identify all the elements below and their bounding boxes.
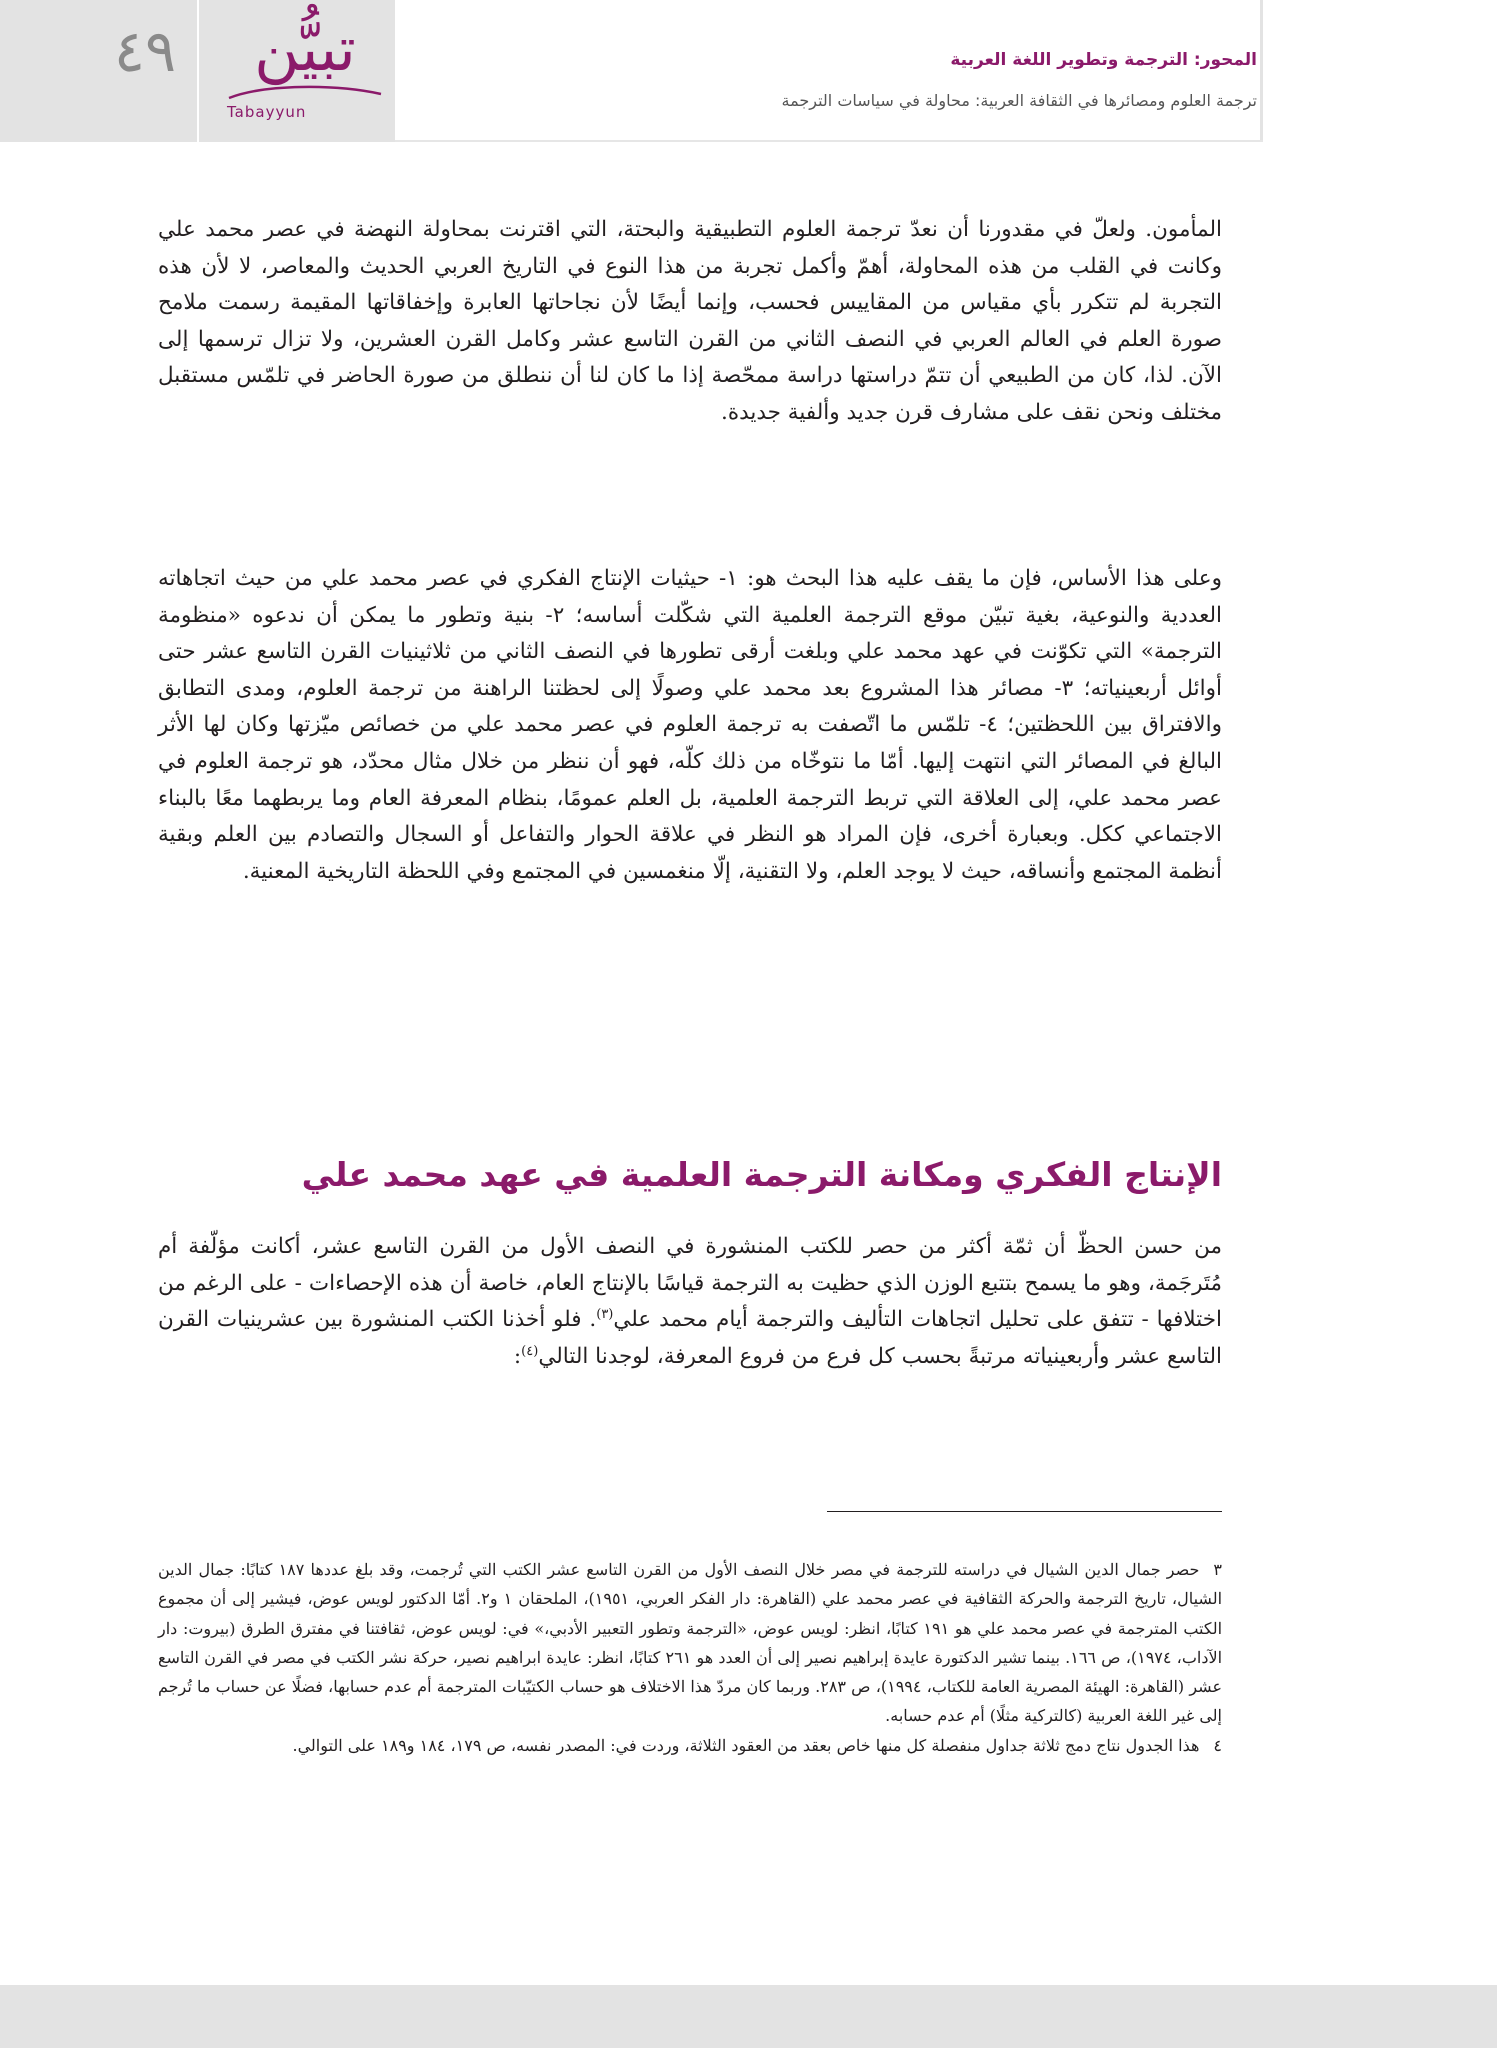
journal-logo <box>215 12 395 133</box>
header-divider <box>197 0 199 142</box>
footnote-separator <box>827 1511 1222 1512</box>
body-paragraph-2: وعلى هذا الأساس، فإن ما يقف عليه هذا البحث هو: ١- حيثيات الإنتاج الفكري في عصر محمد علي من حيث اتجاهاته العددية والنوعية، بغية تبيّن موقع الترجمة العلمية التي شكّلت أساسه؛ ٢- بنية وتطور ما يمكن أن ندعوه «منظومة الترجمة» التي تكوّنت في عهد محمد علي وبلغت أرقى تطورها في النصف الثاني من ثلاثينيات القرن التاسع عشر حتى أوائل أربعينياته؛ ٣- مصائر هذا المشروع بعد محمد علي وصولًا إلى لحظتنا الراهنة من ترجمة العلوم، ومدى التطابق والافتراق بين اللحظتين؛ ٤- تلمّس ما اتّصفت به ترجمة العلوم في عصر محمد علي من خصائص ميّزتها وكان لها الأثر البالغ في المصائر التي انتهت إليها. أمّا ما نتوخّاه من ذلك كلّه، فهو أن ننظر من خلال مثال محدّد، هو ترجمة العلوم في عصر محمد علي، إلى العلاقة التي تربط الترجمة العلمية، بل العلم عمومًا، بنظام المعرفة العام وما يربطهما معًا بالبناء الاجتماعي ككل. وبعبارة أخرى، فإن المراد هو النظر في علاقة الحوار والتفاعل أو السجال والتصادم بين العلم وبقية أنظمة المجتمع وأنساقه، حيث لا يوجد العلم، ولا التقنية، إلّا منغمسين في المجتمع وفي اللحظة التاريخية المعنية. <box>158 566 1223 884</box>
footer-band <box>0 1985 1497 2048</box>
body-paragraph-1: المأمون. ولعلّ في مقدورنا أن نعدّ ترجمة العلوم التطبيقية والبحتة، التي اقترنت بمحاولة النهضة في عصر محمد علي وكانت في القلب من هذه المحاولة، أهمّ وأكمل تجربة من هذا النوع في التاريخ العربي الحديث والمعاصر، لا لأن هذه التجربة لم تتكرر بأي مقياس من المقاييس فحسب، وإنما أيضًا لأن نجاحاتها العابرة وإخفاقاتها المقيمة رسمت ملامح صورة العلم في العالم العربي في النصف الثاني من القرن التاسع عشر وكامل القرن العشرين، ولا تزال ترسمها إلى الآن. لذا، كان من الطبيعي أن تتمّ دراستها دراسة ممحّصة إذا ما كان لنا أن ننطلق من صورة الحاضر في تلمّس مستقبل مختلف ونحن نقف على مشارف قرن جديد وألفية جديدة. <box>158 217 1222 425</box>
logo-swash-icon <box>225 80 385 104</box>
footnote-text: هذا الجدول نتاج دمج ثلاثة جداول منفصلة كل منها خاص بعقد من العقود الثلاثة، وردت في: المصدر نفسه، ص ١٧٩، ١٨٤ و١٨٩ على التوالي. <box>292 1735 1200 1755</box>
header-edge-rule <box>1260 0 1263 142</box>
footnote-4 <box>158 1731 1222 1760</box>
footnote-ref-3[interactable]: (٣) <box>596 1307 614 1323</box>
footnote-number: ٤ <box>1213 1735 1222 1755</box>
section-heading: الإنتاج الفكري ومكانة الترجمة العلمية في عهد محمد علي <box>301 1155 1222 1194</box>
body-paragraph-3 <box>158 1229 1222 1375</box>
running-head-title: ترجمة العلوم ومصائرها في الثقافة العربية: محاولة في سياسات الترجمة <box>781 91 1257 110</box>
paragraph-3-end: : <box>513 1343 522 1369</box>
paragraph-3-continuation: . فلو أخذنا الكتب المنشورة بين عشرينيات القرن التاسع عشر وأربعينياته مرتبةً بحسب كل فرع من فروع المعرفة، لوجدنا التالي <box>158 1307 1222 1369</box>
paragraph-3-text: من حسن الحظّ أن ثمّة أكثر من حصر للكتب المنشورة في النصف الأول من القرن التاسع عشر، أكانت مؤلّفة أم مُتَرجَمة، وهو ما يسمح بتتبع الوزن الذي حظيت به الترجمة قياسًا بالإنتاج العام، خاصة أن هذه الإحصاءات - على الرغم من اختلافها - تتفق على تحليل اتجاهات التأليف والترجمة أيام محمد علي <box>158 1234 1222 1333</box>
footnote-ref-4[interactable]: (٤) <box>521 1343 539 1359</box>
logo-arabic-wordmark: تبيُّن <box>254 12 356 85</box>
footnotes <box>158 1555 1222 1760</box>
footnote-number: ٣ <box>1213 1560 1222 1579</box>
footnote-3 <box>158 1555 1222 1731</box>
running-head-axis: المحور: الترجمة وتطوير اللغة العربية <box>950 50 1257 70</box>
footnote-text: حصر جمال الدين الشيال في دراسته للترجمة في مصر خلال النصف الأول من القرن التاسع عشر الكتب التي تُرجمت، وقد بلغ عددها ١٨٧ كتابًا: جمال الدين الشيال، تاريخ الترجمة والحركة الثقافية في عصر محمد علي (القاهرة: دار الفكر العربي، ١٩٥١)، الملحقان ١ و٢. أمّا الدكتور لويس عوض، فيشير إلى أن مجموع الكتب المترجمة في عصر محمد علي هو ١٩١ كتابًا، انظر: لويس عوض، «الترجمة وتطور التعبير الأدبي،» في: لويس عوض، ثقافتنا في مفترق الطرق (بيروت: دار الآداب، ١٩٧٤)، ص ١٦٦. بينما تشير الدكتورة عايدة إبراهيم نصير إلى أن العدد هو ٢٦١ كتابًا، انظر: عايدة ابراهيم نصير، حركة نشر الكتب في مصر في القرن التاسع عشر (القاهرة: الهيئة المصرية العامة للكتاب، ١٩٩٤)، ص ٢٨٣. وربما كان مردّ هذا الاختلاف هو حساب الكتيّبات المترجمة أم عدم حسابها، فضلًا عن حساب ما تُرجم إلى غير اللغة العربية (كالتركية مثلًا) أم عدم حسابه. <box>158 1560 1223 1726</box>
logo-latin-wordmark: Tabayyun <box>227 103 307 121</box>
header-bottom-rule <box>395 140 1263 142</box>
page-number: ٤٩ <box>113 17 177 85</box>
